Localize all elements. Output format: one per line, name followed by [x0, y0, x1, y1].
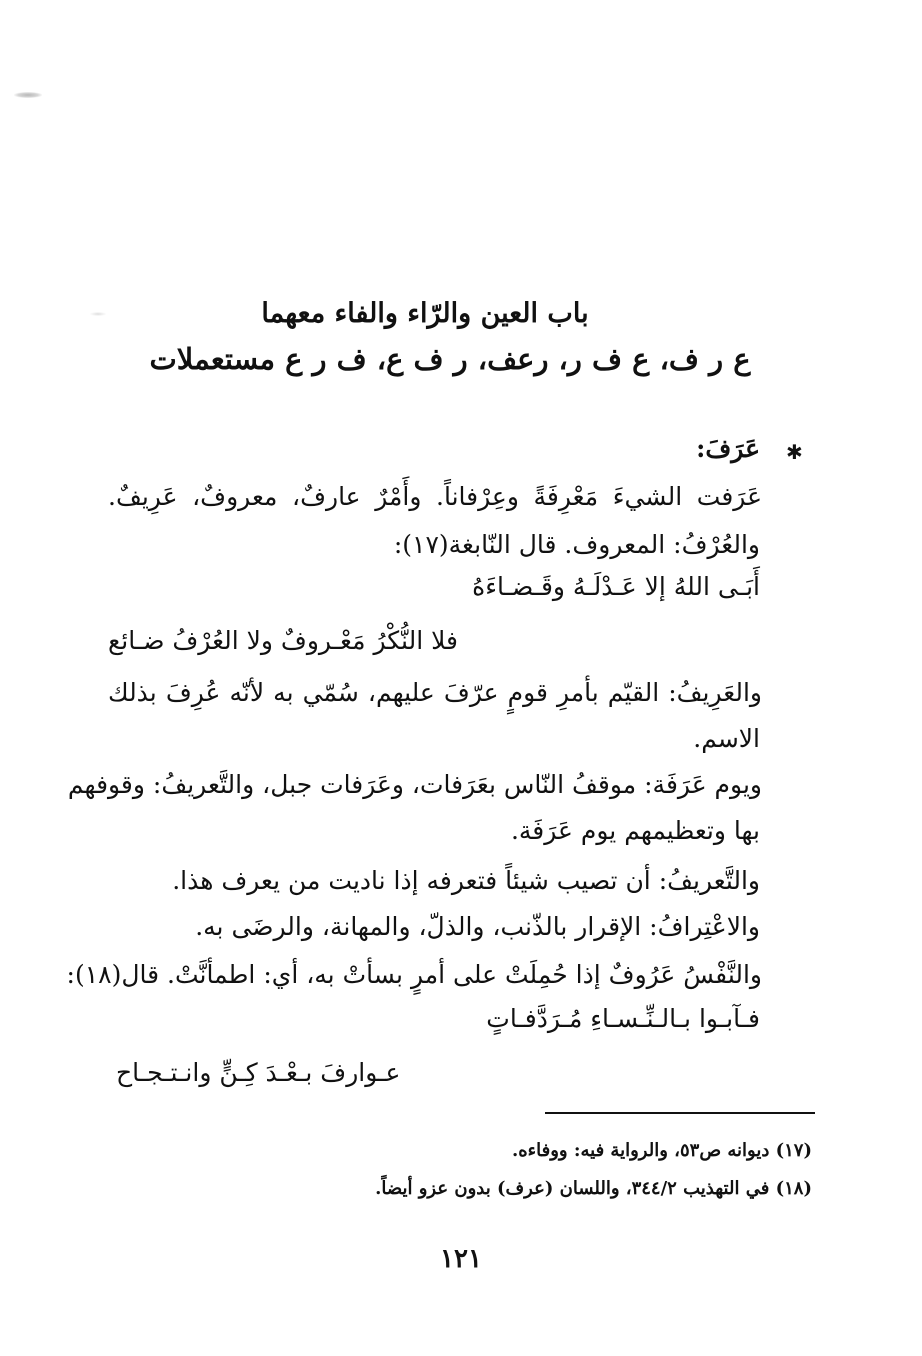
text-line: والنَّفْسُ عَرُوفٌ إذا حُمِلَتْ على أمرٍ بسأتْ به، أي: اطمأنَّتْ. قال(١٨):: [66, 960, 762, 989]
footnote: (١٨) في التهذيب ٣٤٤/٢، واللسان (عرف) بدون عزو أيضاً.: [375, 1178, 812, 1199]
text-line: والعَرِيفُ: القيّم بأمرِ قومٍ عرّفَ عليهم، سُمّي به لأنّه عُرِفَ بذلك: [108, 678, 762, 707]
footnote-divider: [545, 1112, 815, 1114]
text-line: والتَّعريفُ: أن تصيب شيئاً فتعرفه إذا ناديت من يعرف هذا.: [172, 866, 760, 895]
text-line: الاسم.: [693, 724, 760, 753]
page-number: ١٢١: [440, 1244, 482, 1274]
asterisk-icon: ✱: [786, 440, 803, 464]
verse-line: فـآبـوا بـالـنِّـسـاءِ مُـرَدَّفـاتٍ: [486, 1004, 760, 1033]
footnote: (١٧) ديوانه ص٥٣، والرواية فيه: ووفاءه.: [511, 1140, 812, 1161]
chapter-subtitle: ع ر ف، ع ف ر، رعف، ر ف ع، ف ر ع مستعملات: [149, 342, 751, 376]
verse-line: فلا النُّكْرُ مَعْـروفٌ ولا العُرْفُ ضـائع: [108, 626, 458, 655]
chapter-title: باب العين والرّاء والفاء معهما: [261, 298, 589, 329]
text-line: والاعْتِرافُ: الإقرار بالذّنب، والذلّ، والمهانة، والرضَى به.: [195, 912, 760, 941]
scan-smudge: [90, 312, 106, 316]
text-line: بها وتعظيمهم يوم عَرَفَة.: [510, 816, 760, 845]
text-line: والعُرْفُ: المعروف. قال النّابغة(١٧):: [393, 530, 760, 559]
verse-line: أَبَـى اللهُ إلا عَـدْلَـهُ وقَـضـاءَهُ: [472, 572, 760, 601]
verse-line: عـوارفَ بـعْـدَ كِـنٍّ وانـتـجـاح: [116, 1058, 401, 1087]
text-line: عَرَفت الشيءَ مَعْرِفَةً وعِرْفاناً. وأَمْرٌ عارفٌ، معروفٌ، عَرِيفٌ.: [108, 482, 762, 511]
scan-smudge: [14, 92, 42, 98]
text-line: ويوم عَرَفَة: موقفُ النّاس بعَرَفات، وعَرَفات جبل، والتَّعريفُ: وقوفهم: [67, 770, 762, 799]
entry-headword: عَرَفَ:: [696, 434, 760, 463]
